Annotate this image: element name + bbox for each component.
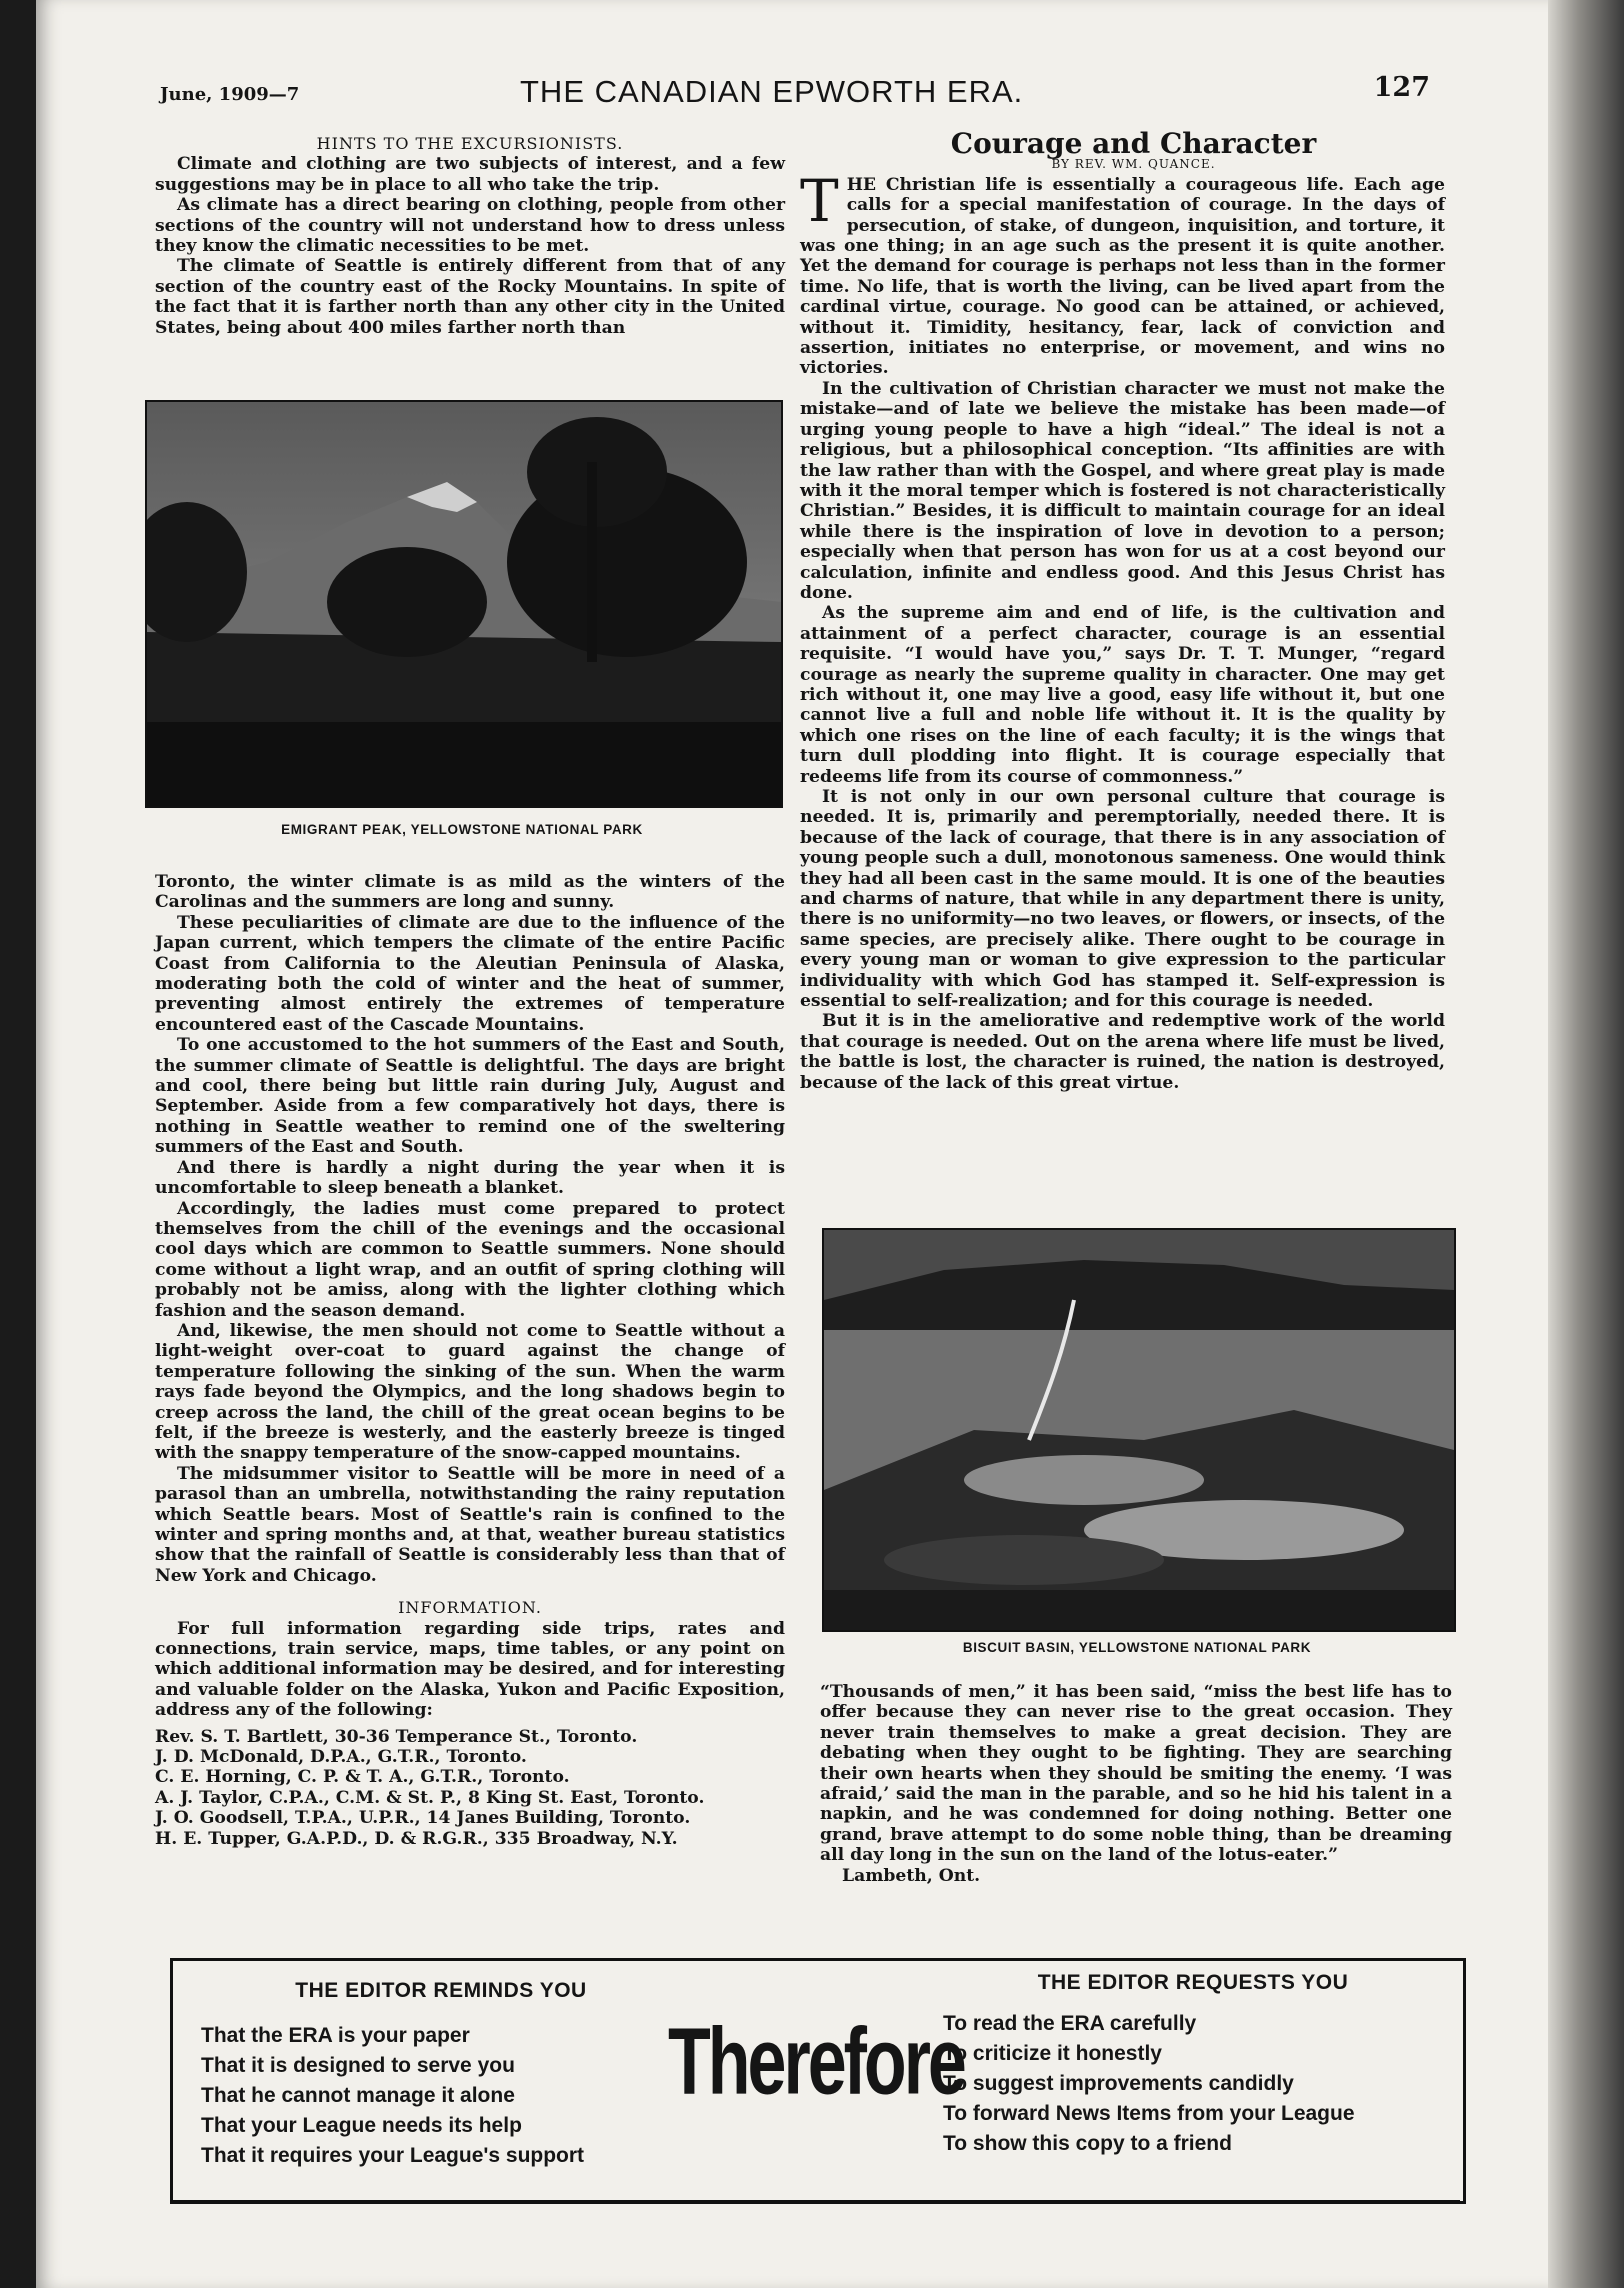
contact-item: Rev. S. T. Bartlett, 30-36 Temperance St., Toronto. (155, 1726, 638, 1747)
emigrant-peak-photo (145, 400, 783, 808)
reminds-item: That your League needs its help (201, 2114, 522, 2137)
paragraph: As the supreme aim and end of life, is the cultivation and attainment of a perfect character, courage is an essential requisite. “I would have you,” says Dr. T. T. Munger, “regard courage as nearly the supreme quality in character. One may get rich without it, one may live a good, easy life without it, but one cannot live a full and noble life without it. It is the quality by which one rises on the line of each faculty; it is the wings that turn dull plodding into flight. It is courage especially that redeems life from its course of commonness.” (800, 603, 1445, 787)
editor-box (170, 1958, 1466, 2204)
requests-item: To criticize it honestly (943, 2042, 1162, 2065)
contact-item: J. D. McDonald, D.P.A., G.T.R., Toronto. (155, 1747, 527, 1768)
paragraph-text: HE Christian life is essentially a courageous life. Each age calls for a special manifestation of courage. In the days of persecution, of stake, of dungeon, inquisition, and torture, it was one thing; in an age such as the present it is quite another. Yet the demand for courage is perhaps not less than in the former time. No life, that is worth the living, can be lived apart from the cardinal virtue, courage. No good can be attained, or achieved, without it. Timidity, hesitancy, fear, lack of conviction and assertion, initiates no enterprise, or movement, and wins no victories. (800, 174, 1445, 379)
therefore-word: Therefore (668, 2008, 964, 2114)
paragraph: Toronto, the winter climate is as mild as the winters of the Carolinas and the summers are long and sunny. (155, 872, 785, 913)
article-byline: BY REV. WM. QUANCE. (1051, 157, 1216, 172)
paragraph: And there is hardly a night during the year when it is uncomfortable to sleep beneath a blanket. (155, 1157, 785, 1199)
requests-item: To read the ERA carefully (943, 2012, 1197, 2035)
contact-item: A. J. Taylor, C.P.A., C.M. & St. P., 8 King St. East, Toronto. (155, 1787, 705, 1808)
paragraph: To one accustomed to the hot summers of the East and South, the summer climate of Seattle is delightful. The days are bright and cool, there being but little rain during July, August and September. Aside from a few comparatively hot days, there is nothing in Seattle weather to remind one of the sweltering summers of the East and South. (155, 1035, 785, 1158)
hints-heading: HINTS TO THE EXCURSIONISTS. (316, 134, 624, 153)
requests-item: To forward News Items from your League (943, 2102, 1355, 2125)
biscuit-basin-photo (822, 1228, 1456, 1632)
requests-item: To show this copy to a friend (943, 2132, 1232, 2155)
box-bottom-rule (170, 2200, 1460, 2203)
paragraph: Accordingly, the ladies must come prepared to protect themselves from the chill of the evenings and the occasional cool days which are common to Seattle summers. None should come without a light wrap, and an outfit of spring clothing will probably not be amiss, along with the lighter clothing which fashion and the season demand. (155, 1198, 785, 1321)
paragraph: Climate and clothing are two subjects of interest, and a few suggestions may be in place to all who take the trip. (155, 154, 785, 195)
article-signoff: Lambeth, Ont. (842, 1865, 981, 1886)
paragraph: The climate of Seattle is entirely different from that of any section of the country east of the Rocky Mountains. In spite of the fact that it is farther north than any other city in the United States, being about 400 miles farther north than (155, 256, 785, 338)
contact-list (155, 1727, 785, 1849)
book-spine (0, 0, 38, 2288)
drop-cap: T (800, 166, 839, 235)
emigrant-peak-image (147, 402, 781, 806)
reminds-item: That the ERA is your paper (201, 2024, 470, 2047)
publication-title: THE CANADIAN EPWORTH ERA. (520, 74, 1024, 109)
requests-heading: THE EDITOR REQUESTS YOU (1037, 1971, 1349, 1994)
paragraph: As climate has a direct bearing on clothing, people from other sections of the country will not understand how to dress unless they know the climatic necessities to be met. (155, 195, 785, 257)
contact-item: C. E. Horning, C. P. & T. A., G.T.R., Toronto. (155, 1767, 570, 1788)
paragraph (800, 166, 1445, 379)
reminds-item: That it is designed to serve you (201, 2054, 515, 2077)
reminds-item: That it requires your League's support (201, 2144, 585, 2167)
editor-reminds (201, 1979, 681, 2171)
paragraph: But it is in the ameliorative and redemptive work of the world that courage is needed. Out on the arena where life must be lived, the battle is lost, the character is ruined, the nation is destroyed, because of the lack of this great virtue. (800, 1011, 1445, 1093)
hints-article-top (155, 134, 785, 338)
contact-item: J. O. Goodsell, T.P.A., U.P.R., 14 Janes Building, Toronto. (155, 1808, 691, 1829)
paragraph: And, likewise, the men should not come to Seattle without a light-weight over-coat to guard against the change of temperature following the sinking of the sun. When the warm rays fade beyond the Olympics, and the long shadows begin to creep across the land, the chill of the great ocean begins to be felt, if the breeze is westerly, and the easterly breeze is tinged with the snappy temperature of the snow-capped mountains. (155, 1320, 785, 1464)
paragraph: The midsummer visitor to Seattle will be more in need of a parasol than an umbrella, notwithstanding the rainy reputation which Seattle bears. Most of Seattle's rain is confined to the winter and spring months and, at that, weather bureau statistics show that the rainfall of Seattle is considerably less than that of New York and Chicago. (155, 1463, 785, 1586)
emigrant-peak-caption: EMIGRANT PEAK, YELLOWSTONE NATIONAL PARK (281, 822, 643, 837)
paragraph: These peculiarities of climate are due to the influence of the Japan current, which tempers the climate of the entire Pacific Coast from California to the Aleutian Peninsula of Alaska, moderating both the cold of winter and the heat of summer, preventing almost entirely the extremes of temperature encountered east of the Cascade Mountains. (155, 912, 785, 1035)
editor-requests (943, 1971, 1443, 2159)
courage-article-continued (820, 1682, 1452, 1886)
reminds-item: That he cannot manage it alone (201, 2084, 515, 2107)
issue-date: June, 1909—7 (160, 84, 300, 105)
information-heading: INFORMATION. (398, 1598, 542, 1618)
paragraph: “Thousands of men,” it has been said, “miss the best life has to offer because they can never rise to the great occasion. They never train themselves to make a great decision. They are debating when they ought to be fighting. They are searching their own hearts when they should be smiting the enemy. ‘I was afraid,’ said the man in the parable, and so he hid his talent in a napkin, and he was condemned for doing nothing. Better one grand, brave attempt to do some noble thing, than be dreaming all day long in the sun on the land of the lotus-eater.” (820, 1682, 1452, 1866)
biscuit-basin-image (824, 1230, 1454, 1630)
biscuit-basin-caption: BISCUIT BASIN, YELLOWSTONE NATIONAL PARK (962, 1640, 1312, 1655)
paragraph: It is not only in our own personal culture that courage is needed. It is, primarily and peremptorially, needed there. It is because of the lack of courage, that there is in any association of young people such a dull, monotonous sameness. One would think they had all been cast in the same mould. It is one of the beauties and charms of nature, that while in any department there is unity, there is no uniformity—no two leaves, or flowers, or insects, of the same species, are precisely alike. There ought to be courage in every young man or woman to give expression to the particular individuality with which God has stamped it. Self-expression is essential to self-realization; and for this courage is needed. (800, 787, 1445, 1012)
page-header (160, 70, 1430, 110)
contact-item: H. E. Tupper, G.A.P.D., D. & R.G.R., 335 Broadway, N.Y. (155, 1828, 678, 1849)
article-title: Courage and Character (950, 127, 1317, 160)
paragraph: For full information regarding side trips, rates and connections, train service, maps, time tables, or any point on which additional information may be desired, and for interesting and valuable folder on the Alaska, Yukon and Pacific Exposition, address any of the following: (155, 1618, 785, 1721)
page-number: 127 (1373, 72, 1430, 103)
page-edge (1548, 0, 1624, 2288)
paragraph: In the cultivation of Christian character we must not make the mistake—and of late we believe the mistake has been made—of urging young people to have a high “ideal.” The ideal is not a religious, but a philosophical conception. “Its affinities are with the law rather than with the Gospel, and where great play is made with it the moral temper which is fostered is not characteristically Christian.” Besides, it is difficult to maintain courage for an ideal while there is the inspiration of love in devotion to a person; especially when that person has won for us at a cost beyond our calculation, infinite and endless good. And this Jesus Christ has done. (800, 378, 1445, 603)
requests-item: To suggest improvements candidly (943, 2072, 1294, 2095)
courage-article (800, 127, 1445, 1093)
hints-article-continued (155, 872, 785, 1849)
reminds-heading: THE EDITOR REMINDS YOU (295, 1979, 587, 2002)
